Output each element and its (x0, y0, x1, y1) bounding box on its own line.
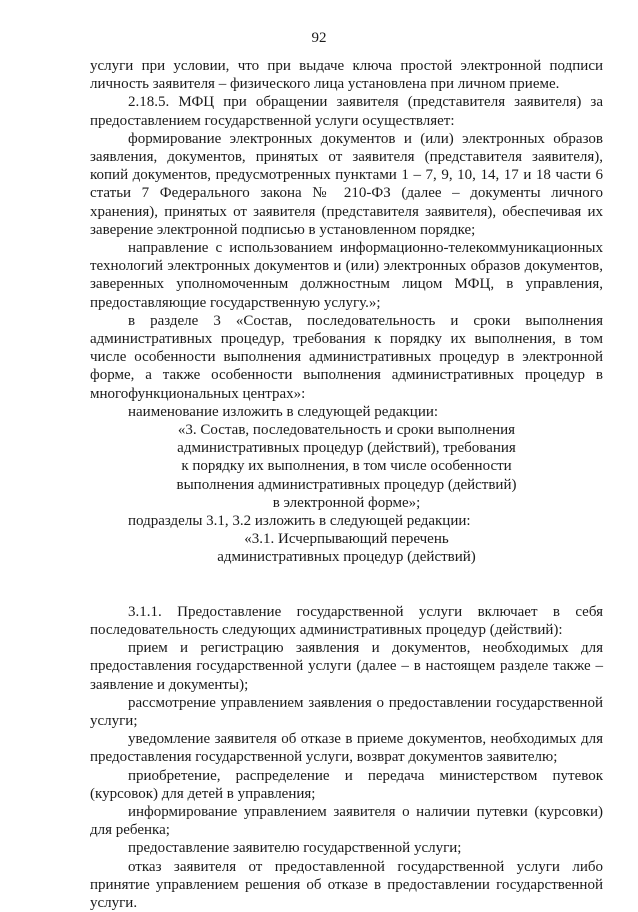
paragraph-continuation: услуги при условии, что при выдаче ключа простой электронной подписи личность заявителя – физического лица установлена при личном приеме. (90, 58, 603, 93)
list-item: отказ заявителя от предоставленной государственной услуги либо принятие управлением решения об отказе в предоставлении государственной услуги. (90, 858, 603, 911)
section-3-heading-line: в электронной форме»; (272, 494, 421, 511)
section-3-1-heading-line: «3.1. Исчерпывающий перечень (244, 531, 449, 548)
list-item: информирование управлением заявителя о наличии путевки (курсовки) для ребенка; (90, 803, 603, 839)
section-3-1-heading (90, 530, 603, 566)
list-item: прием и регистрацию заявления и документов, необходимых для предоставления государственной услуги (далее – в настоящем разделе также – заявление и документы); (90, 640, 603, 693)
paragraph-2-18-5: 2.18.5. МФЦ при обращении заявителя (представителя заявителя) за предоставлением государственной услуги осуществляет: (90, 94, 603, 129)
section-3-heading-line: административных процедур (действий), требования (177, 440, 516, 457)
paragraph-subsections-intro: подразделы 3.1, 3.2 изложить в следующей редакции: (128, 513, 471, 530)
spacer (90, 567, 603, 603)
paragraph-3-1-1: 3.1.1. Предоставление государственной услуги включает в себя последовательность следующих административных процедур (действий): (90, 603, 603, 638)
section-3-heading-line: «3. Состав, последовательность и сроки выполнения (177, 422, 516, 439)
list-item: приобретение, распределение и передача министерством путевок (курсовок) для детей в управления; (90, 767, 603, 802)
section-3-1-heading-line: административных процедур (действий) (217, 549, 476, 566)
document-body (90, 57, 603, 912)
page-number: 92 (311, 30, 327, 46)
list-item: рассмотрение управлением заявления о предоставлении государственной услуги; (90, 694, 603, 729)
section-3-heading-line: выполнения административных процедур (действий) (176, 476, 517, 493)
list-item: уведомление заявителя об отказе в приеме документов, необходимых для предоставления государственной услуги, возврат документов заявителю; (90, 731, 603, 766)
paragraph-electronic-documents: формирование электронных документов и (или) электронных образов заявления, документов, принятых от заявителя (представителя заявителя), копий документов, предусмотренных пунктами 1 – 7, 9, 10, 14, 17 и 18 части 6 статьи 7 Федерального закона № 210-ФЗ (далее – документы личного хранения), принятых от заявителя (представителя заявителя), обеспечивая их заверение электронной подписью в установленном порядке; (90, 130, 603, 238)
paragraph-title-change: наименование изложить в следующей редакции: (128, 403, 439, 420)
list-item: предоставление заявителю государственной услуги; (128, 840, 462, 857)
paragraph-sending-documents: направление с использованием информационно-телекоммуникационных технологий электронных документов и (или) электронных образов документов, заверенных уполномоченным должностным лицом МФЦ, в управления, предоставляющие государственную услугу.»; (90, 240, 603, 311)
paragraph-section-3: в разделе 3 «Состав, последовательность и сроки выполнения административных процедур, требования к порядку их выполнения, в том числе особенности выполнения административных процедур в электронной форме, а также особенности выполнения административных процедур в многофункциональных центрах»: (90, 312, 603, 402)
section-3-heading-line: к порядку их выполнения, в том числе особенности (181, 458, 512, 475)
section-3-heading (90, 421, 603, 512)
procedure-list (90, 639, 603, 912)
